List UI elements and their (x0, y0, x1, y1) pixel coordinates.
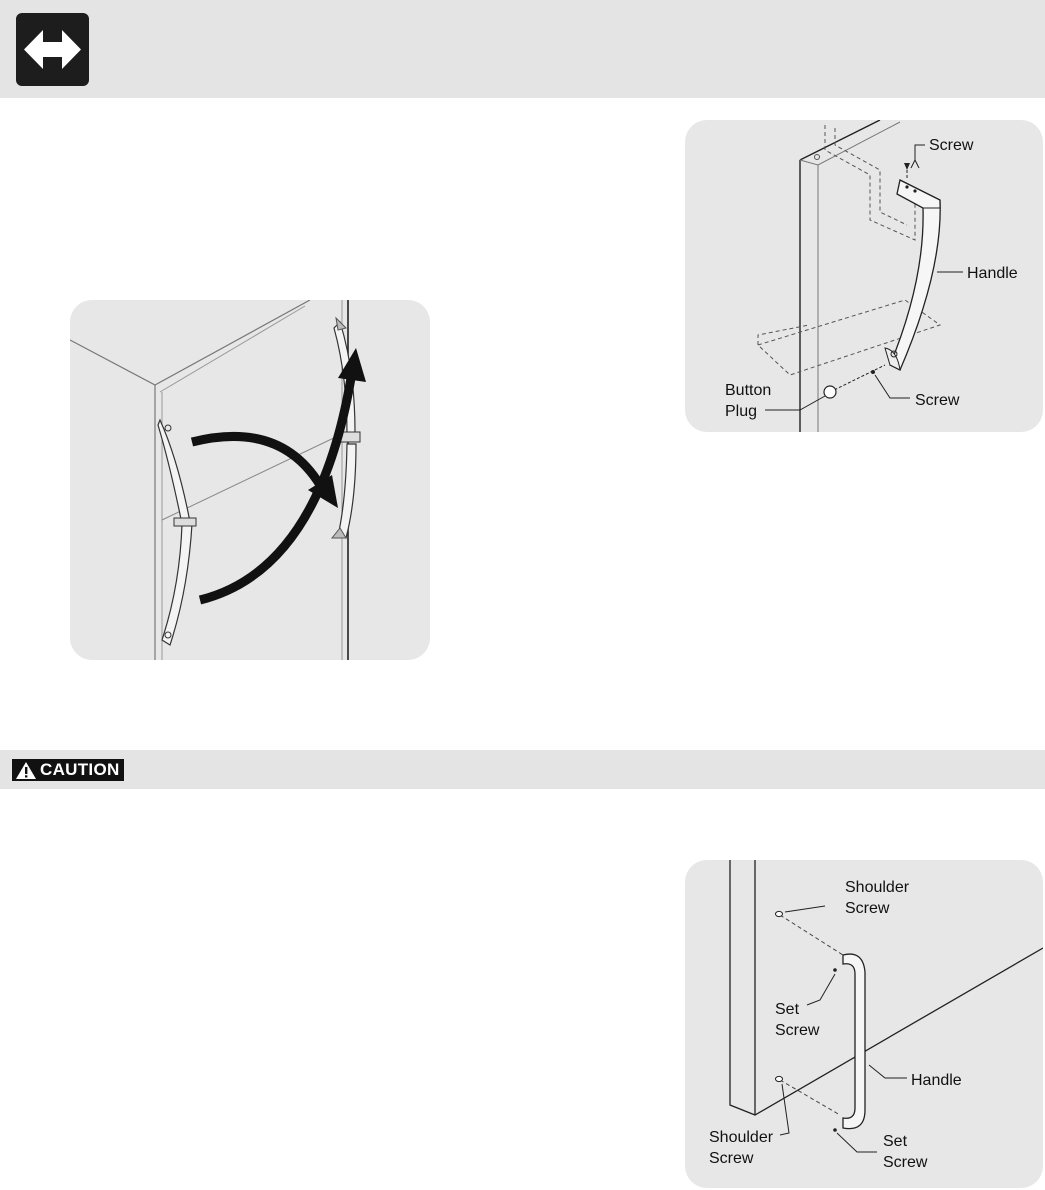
caution-text: CAUTION (40, 760, 120, 779)
shoulder-top-label-2: Screw (845, 900, 890, 917)
set-top-label-1: Set (775, 1001, 800, 1018)
screw-bottom-label: Screw (915, 392, 960, 409)
double-arrow-icon (16, 13, 89, 86)
screw-top-label: Screw (929, 137, 974, 154)
handle-relocation-figure (70, 300, 430, 660)
header-band (0, 0, 1045, 98)
shoulder-bottom-label-1: Shoulder (709, 1129, 774, 1146)
caution-badge (12, 759, 124, 781)
set-top-label-2: Screw (775, 1022, 820, 1039)
warning-triangle-icon (15, 761, 37, 780)
set-bottom-label-2: Screw (883, 1154, 928, 1171)
button-label: Button (725, 382, 772, 399)
set-bottom-label-1: Set (883, 1133, 908, 1150)
plug-label: Plug (725, 403, 758, 420)
caution-band (0, 750, 1045, 789)
pull-handle-label: Handle (911, 1072, 962, 1089)
handle-label: Handle (967, 265, 1018, 282)
shoulder-top-label-1: Shoulder (845, 879, 910, 896)
handle-screws-figure (685, 120, 1043, 432)
shoulder-bottom-label-2: Screw (709, 1150, 754, 1167)
pull-handle-figure (685, 860, 1043, 1188)
